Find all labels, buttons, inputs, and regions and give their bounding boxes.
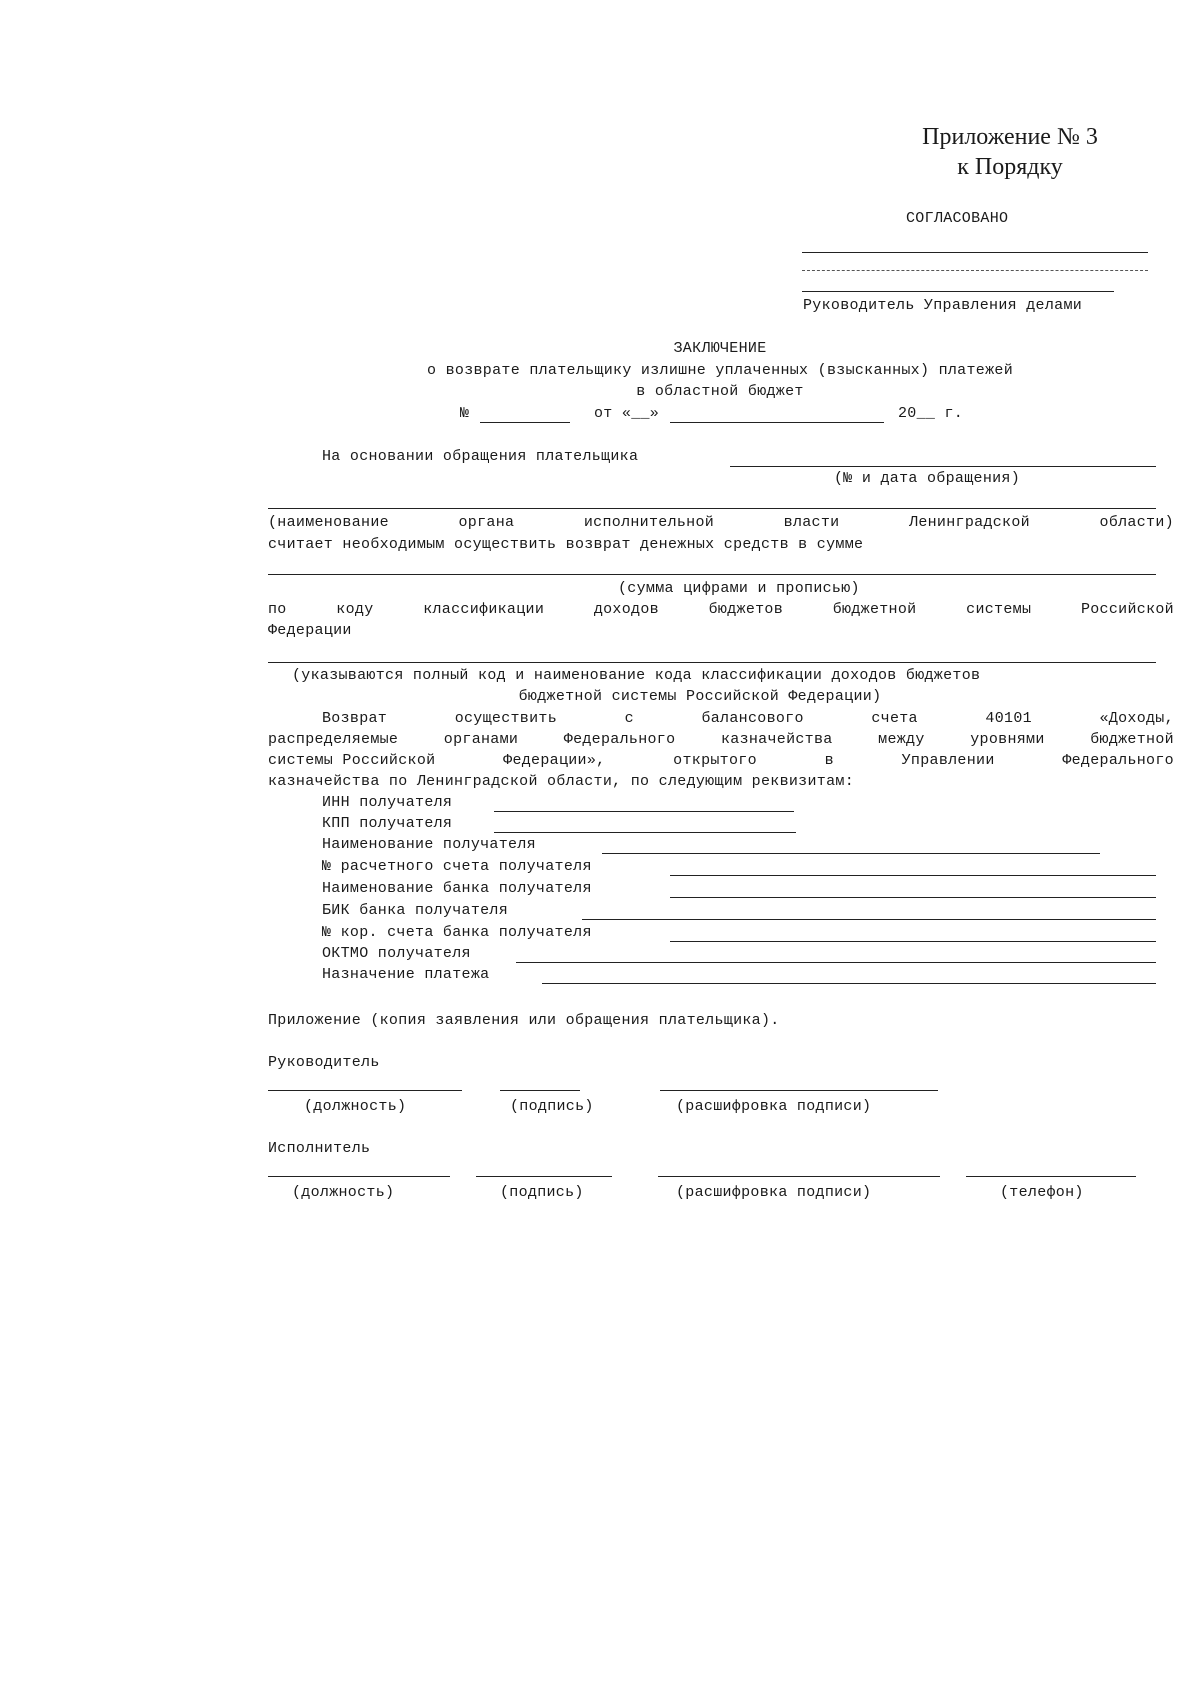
code-word: бюджетов [708, 601, 784, 618]
return-word: системы Российской [268, 752, 436, 769]
basis-text: На основании обращения плательщика [322, 448, 639, 465]
date-year: 20__ г. [898, 405, 964, 422]
return-word: Федерального [563, 731, 676, 748]
return-word: с [624, 710, 634, 727]
requisite-inn-line [494, 811, 794, 812]
return-word: распределяемые [268, 731, 399, 748]
basis-line [730, 466, 1156, 467]
organ-line [268, 508, 1156, 509]
code-caption-1: (указываются полный код и наименование кода классификации доходов бюджетов [292, 667, 981, 684]
sum-line [268, 574, 1156, 575]
head-position-line [268, 1090, 462, 1091]
requisite-recipient-name: Наименование получателя [322, 836, 536, 853]
return-line-2 [268, 731, 1174, 748]
conclusion-subtitle-2: в областной бюджет [636, 383, 804, 400]
executor-signature-line [476, 1176, 612, 1177]
approval-line-1 [802, 252, 1148, 253]
requisite-account-line [670, 875, 1156, 876]
requisite-kpp: КПП получателя [322, 815, 453, 832]
return-word: Федерации», [503, 752, 606, 769]
code-word: коду [336, 601, 374, 618]
return-word: Управлении [901, 752, 995, 769]
return-word: открытого [673, 752, 757, 769]
executor-decoding-caption: (расшифровка подписи) [676, 1184, 872, 1201]
executor-phone-line [966, 1176, 1136, 1177]
return-word: Возврат [322, 710, 388, 727]
executor-position-line [268, 1176, 450, 1177]
approval-signer-role: Руководитель Управления делами [803, 297, 1083, 314]
code-word: бюджетной [832, 601, 917, 618]
considers-text: считает необходимым осуществить возврат денежных средств в сумме [268, 536, 864, 553]
return-word: бюджетной [1090, 731, 1174, 748]
return-word: органами [443, 731, 519, 748]
appendix-title [900, 122, 1120, 182]
requisite-bank-name: Наименование банка получателя [322, 880, 592, 897]
conclusion-subtitle-1: о возврате плательщику излишне уплаченных (взысканных) платежей [427, 362, 1013, 379]
executor-phone-caption: (телефон) [1000, 1184, 1084, 1201]
requisite-corr-account: № кор. счета банка получателя [322, 924, 592, 941]
basis-caption: (№ и дата обращения) [834, 470, 1021, 487]
approval-line-2 [802, 270, 1148, 271]
return-word: «Доходы, [1099, 710, 1174, 727]
appendix-order: к Порядку [957, 154, 1063, 180]
organ-caption-word: исполнительной [583, 514, 715, 531]
organ-caption-word: (наименование [268, 514, 389, 531]
number-prefix: № [460, 405, 470, 422]
executor-label: Исполнитель [268, 1140, 371, 1157]
code-value-line [268, 662, 1156, 663]
executor-signature-caption: (подпись) [500, 1184, 584, 1201]
code-word: классификации [423, 601, 545, 618]
head-position-caption: (должность) [304, 1098, 407, 1115]
organ-caption-word: власти [783, 514, 840, 531]
sum-caption: (сумма цифрами и прописью) [618, 580, 860, 597]
requisite-oktmo: ОКТМО получателя [322, 945, 471, 962]
attachment-text: Приложение (копия заявления или обращения плательщика). [268, 1012, 780, 1029]
executor-position-caption: (должность) [292, 1184, 395, 1201]
approval-label: СОГЛАСОВАНО [906, 210, 1009, 227]
return-word: казначейства [720, 731, 833, 748]
organ-caption [268, 514, 1174, 531]
requisite-oktmo-line [516, 962, 1156, 963]
organ-caption-word: области) [1099, 514, 1174, 531]
requisite-purpose: Назначение платежа [322, 966, 490, 983]
head-signature-line [500, 1090, 580, 1091]
number-line [480, 422, 570, 423]
requisite-bik: БИК банка получателя [322, 902, 509, 919]
requisite-kpp-line [494, 832, 796, 833]
code-caption-2: бюджетной системы Российской Федерации) [518, 688, 882, 705]
head-decoding-caption: (расшифровка подписи) [676, 1098, 872, 1115]
requisite-account: № расчетного счета получателя [322, 858, 592, 875]
head-label: Руководитель [268, 1054, 380, 1071]
code-word: по [268, 601, 287, 618]
head-decoding-line [660, 1090, 938, 1091]
appendix-number: Приложение № 3 [922, 124, 1098, 150]
requisite-purpose-line [542, 983, 1156, 984]
return-word: счета [871, 710, 918, 727]
requisite-corr-account-line [670, 941, 1156, 942]
code-line-2: Федерации [268, 622, 352, 639]
organ-caption-word: органа [458, 514, 515, 531]
return-word: балансового [701, 710, 804, 727]
executor-decoding-line [658, 1176, 940, 1177]
code-word: Российской [1080, 601, 1174, 618]
return-word: Федерального [1062, 752, 1174, 769]
date-from: от «__» [594, 405, 660, 422]
return-word: между [878, 731, 925, 748]
return-line-3 [268, 752, 1174, 769]
requisite-bik-line [582, 919, 1156, 920]
conclusion-title: ЗАКЛЮЧЕНИЕ [673, 340, 767, 357]
requisite-inn: ИНН получателя [322, 794, 453, 811]
date-line [670, 422, 884, 423]
head-signature-caption: (подпись) [510, 1098, 594, 1115]
return-word: в [824, 752, 834, 769]
return-word: 40101 [985, 710, 1032, 727]
return-line-1 [322, 710, 1174, 727]
organ-caption-word: Ленинградской [909, 514, 1030, 531]
return-line-4: казначейства по Ленинградской области, по следующим реквизитам: [268, 773, 854, 790]
return-word: уровнями [970, 731, 1045, 748]
code-word: системы [966, 601, 1032, 618]
code-line-1 [268, 601, 1174, 618]
code-word: доходов [593, 601, 659, 618]
approval-line-3 [802, 291, 1114, 292]
requisite-bank-name-line [670, 897, 1156, 898]
requisite-recipient-name-line [602, 853, 1100, 854]
return-word: осуществить [454, 710, 558, 727]
